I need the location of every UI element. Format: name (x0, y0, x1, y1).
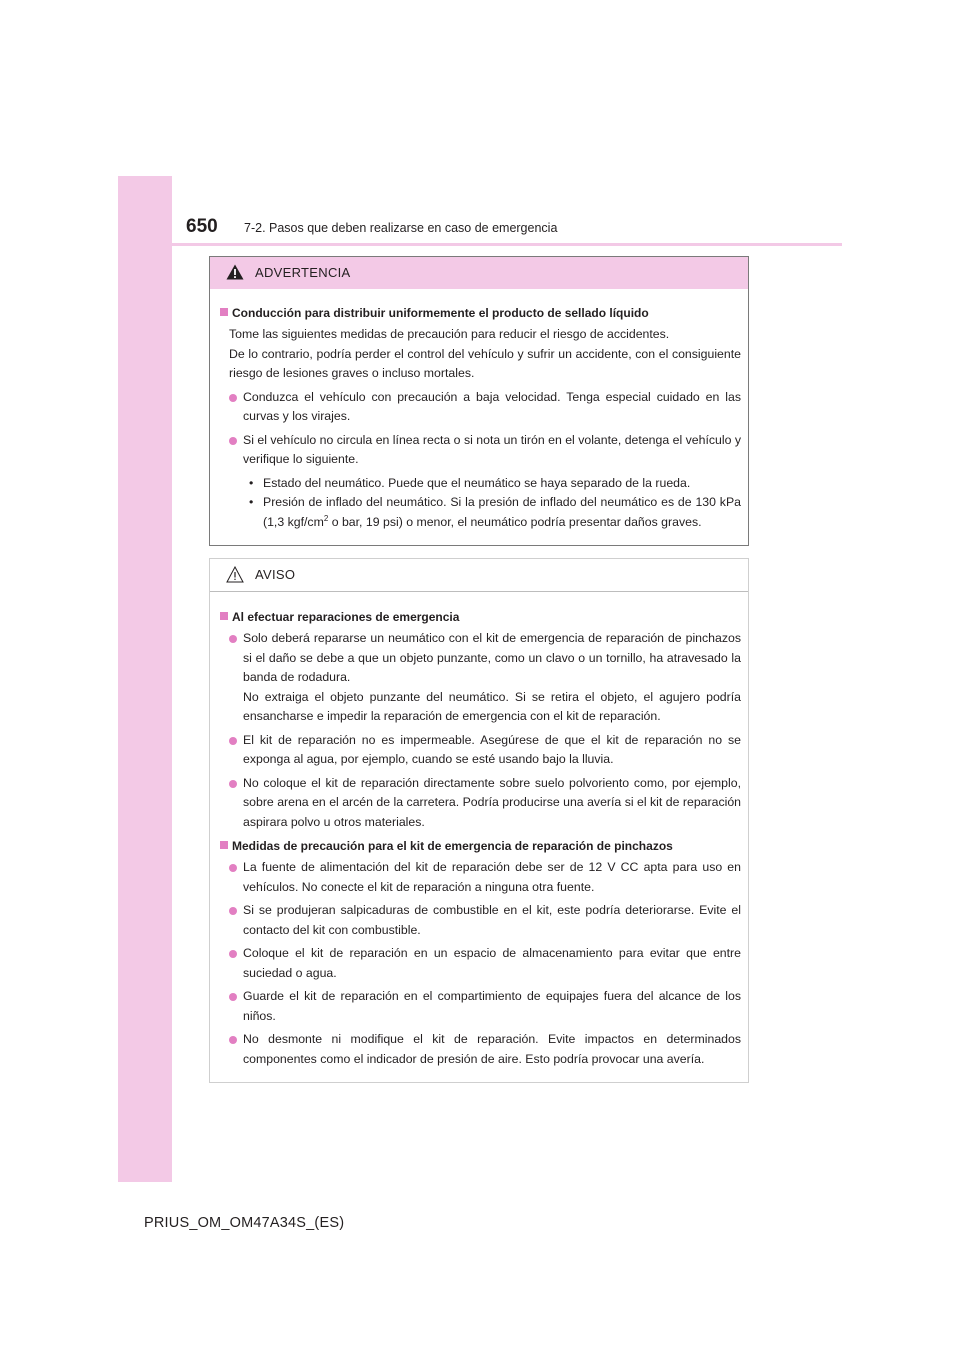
document-code: PRIUS_OM_OM47A34S_(ES) (144, 1215, 345, 1231)
notice-bullet: Coloque el kit de reparación en un espacio de almacenamiento para evitar que entre suciedad o agua. (219, 944, 741, 983)
section-title: 7-2. Pasos que deben realizarse en caso de emergencia (244, 221, 558, 235)
notice-bullet: No desmonte ni modifique el kit de reparación. Evite impactos en determinados componentes como el indicador de presión de aire. Esto podría provocar una avería. (219, 1030, 741, 1069)
page-number: 650 (186, 216, 218, 237)
side-color-band (118, 176, 172, 1182)
warning-title: ADVERTENCIA (255, 265, 351, 280)
warning-header (210, 257, 748, 289)
bullet-continuation: No extraiga el objeto punzante del neumático. Si se retira el objeto, el agujero podría ensancharse e impedir la reparación de emergencia con el kit de reparación. (243, 689, 741, 723)
notice-header (210, 559, 748, 592)
warning-bullet: Si el vehículo no circula en línea recta o si nota un tirón en el volante, detenga el vehículo y verifique lo siguiente. (219, 431, 741, 470)
notice-body (210, 592, 748, 1069)
notice-bullet: No coloque el kit de reparación directamente sobre suelo polvoriento como, por ejemplo, sobre arena en el arcén de la carretera. Podría producirse una avería si el kit de reparación aspirara polvo u otros materiales. (219, 774, 741, 833)
notice-bullet: Guarde el kit de reparación en el compartimiento de equipajes fuera del alcance de los niños. (219, 987, 741, 1026)
warning-body (210, 289, 748, 532)
warning-sub-item: • Estado del neumático. Puede que el neumático se haya separado de la rueda. (219, 474, 741, 494)
sub-item-text-b: o bar, 19 psi) o menor, el neumático podría presentar daños graves. (328, 514, 702, 529)
warning-intro-2: De lo contrario, podría perder el control del vehículo y sufrir un accidente, con el consiguiente riesgo de lesiones graves o incluso mortales. (229, 346, 741, 380)
warning-heading: Conducción para distribuir uniformemente el producto de sellado líquido (219, 303, 741, 323)
notice-heading: Medidas de precaución para el kit de emergencia de reparación de pinchazos (219, 836, 741, 856)
notice-bullet: La fuente de alimentación del kit de reparación debe ser de 12 V CC apta para uso en vehículos. No conecte el kit de reparación a ninguna otra fuente. (219, 858, 741, 897)
notice-heading: Al efectuar reparaciones de emergencia (219, 607, 741, 627)
notice-bullet: Si se produjeran salpicaduras de combustible en el kit, este podría deteriorarse. Evite el contacto del kit con combustible. (219, 901, 741, 940)
warning-bullet: Conduzca el vehículo con precaución a baja velocidad. Tenga especial cuidado en las curvas y los virajes. (219, 388, 741, 427)
warning-triangle-icon (226, 264, 244, 280)
caution-triangle-icon (226, 566, 244, 583)
notice-box (209, 558, 749, 1083)
warning-box (209, 256, 749, 546)
warning-intro-1: Tome las siguientes medidas de precaución para reducir el riesgo de accidentes. (229, 327, 670, 341)
notice-title: AVISO (255, 567, 296, 582)
sub-item-text-a: Presión de inflado del neumático. Si la presión de inflado del neumático es de 130 kPa (1,3 kgf/cm (263, 495, 741, 529)
notice-bullet: El kit de reparación no es impermeable. Asegúrese de que el kit de reparación no se exponga al agua, por ejemplo, cuando se esté usando bajo la lluvia. (219, 731, 741, 770)
superscript: 2 (323, 513, 329, 523)
header-rule (172, 243, 842, 246)
notice-bullet (219, 629, 741, 727)
warning-sub-item (219, 493, 741, 532)
bullet-text: Solo deberá repararse un neumático con el kit de emergencia de reparación de pinchazos si el daño se debe a que un objeto punzante, como un clavo o un tornillo, ha atravesado la banda de rodadura. (243, 631, 741, 684)
